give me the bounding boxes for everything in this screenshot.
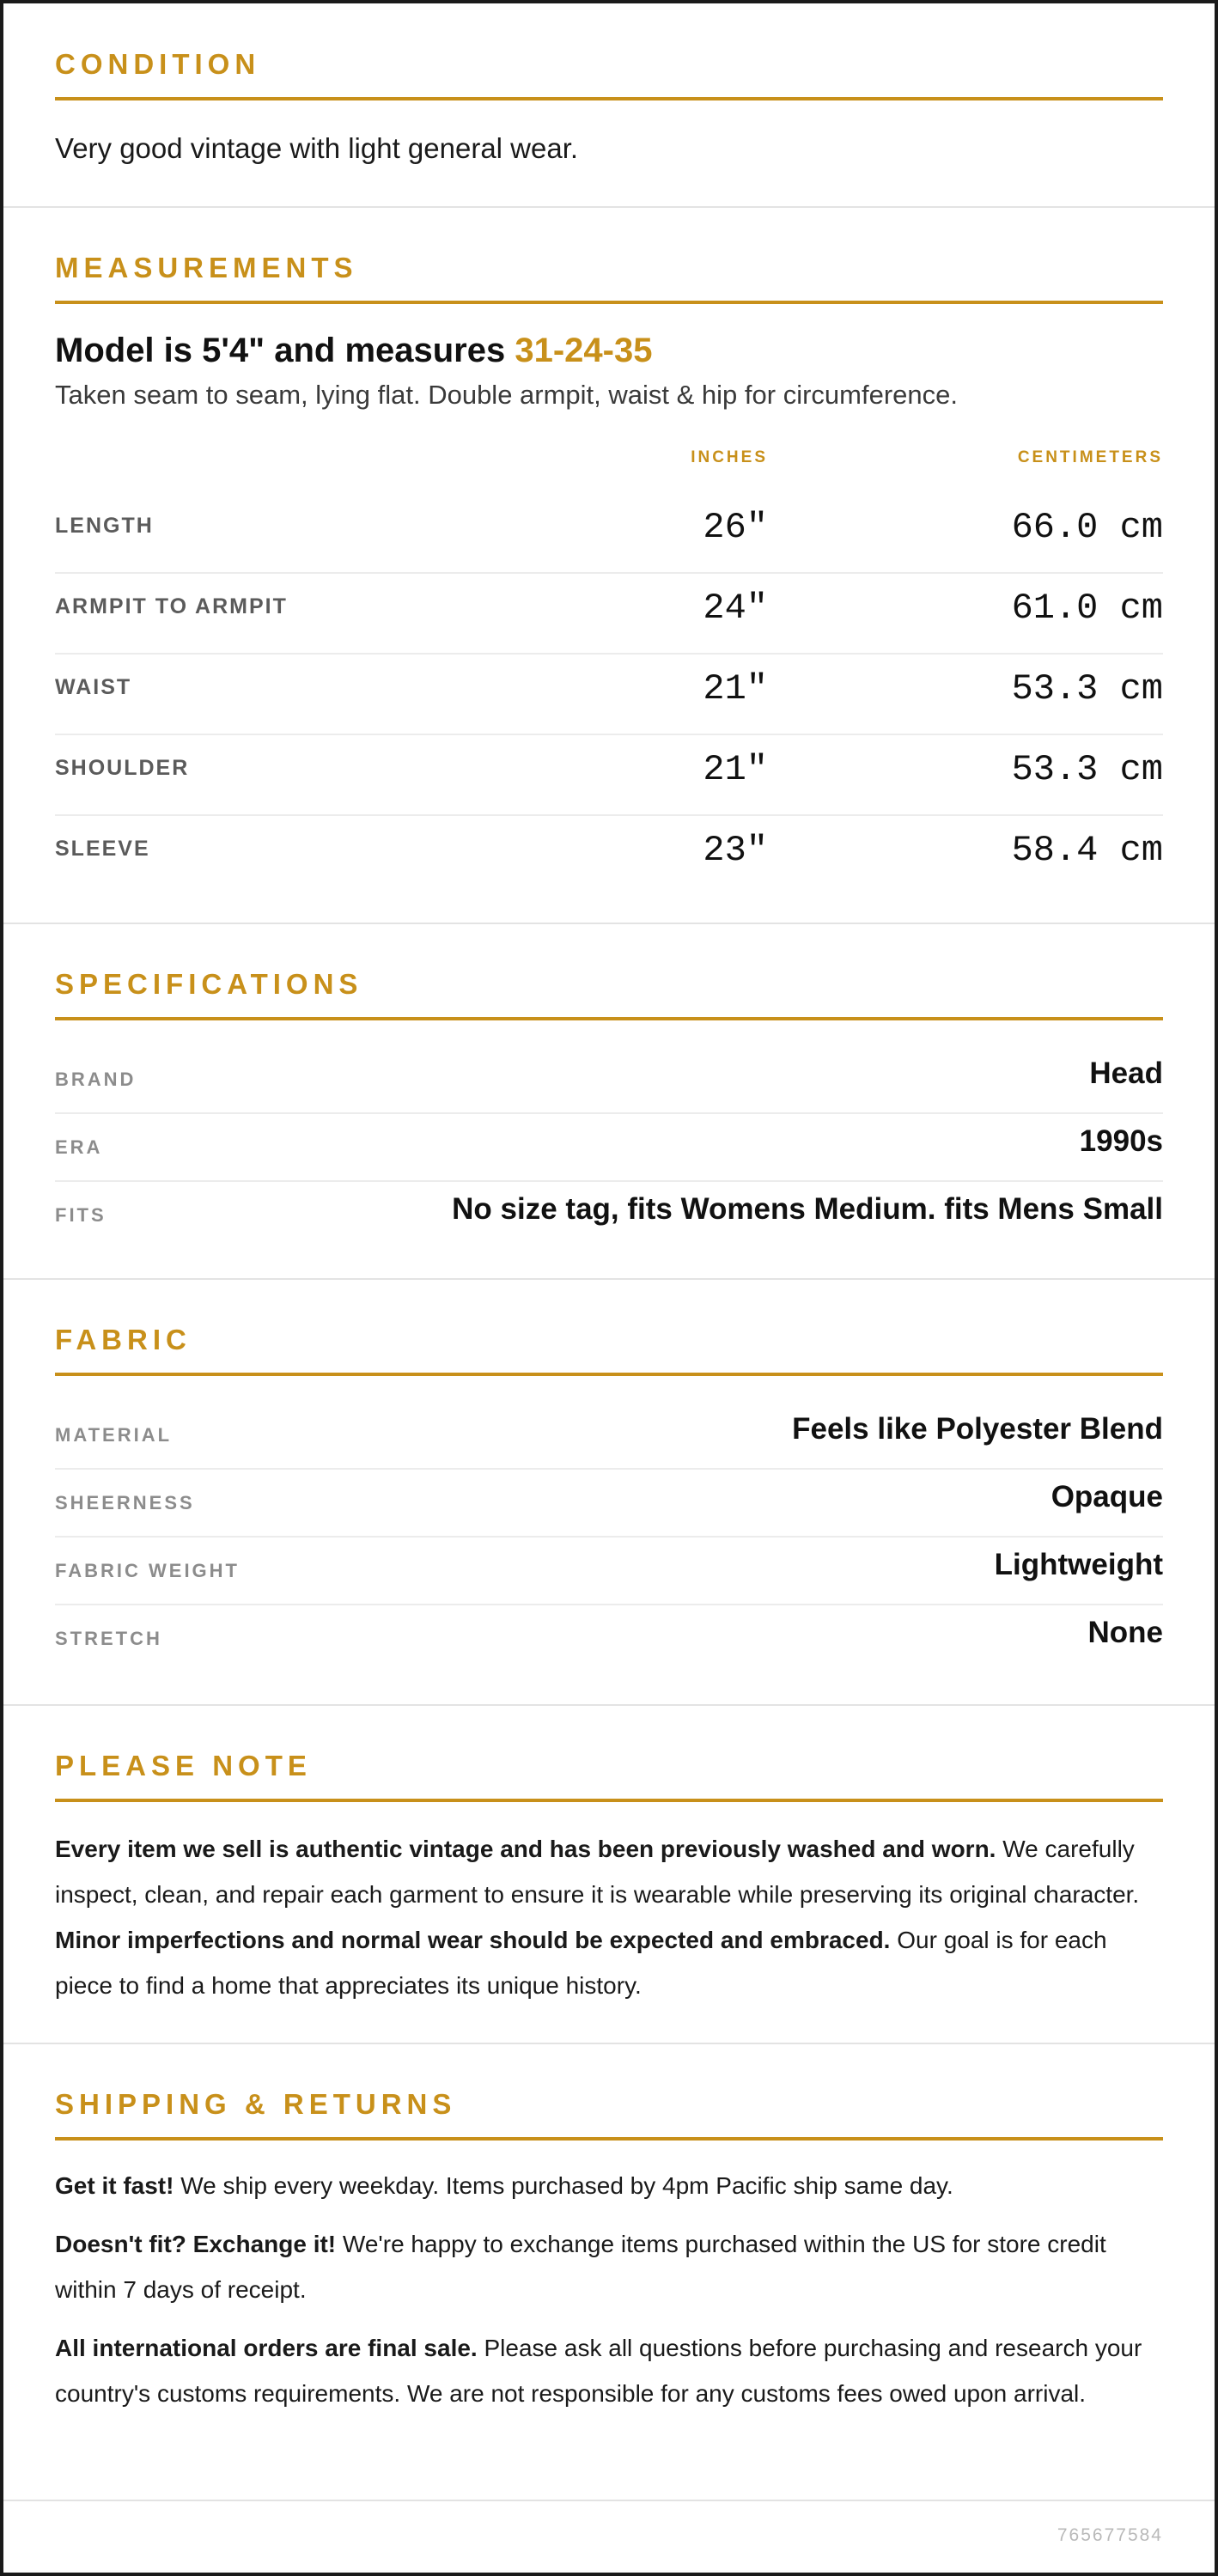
measurement-inches: 23" (703, 830, 768, 871)
shipping-bold-3: All international orders are final sale. (55, 2335, 478, 2361)
measurement-row (55, 653, 1163, 735)
measurement-inches: 26" (703, 507, 768, 548)
spec-label: BRAND (55, 1069, 137, 1090)
shipping-heading-text: SHIPPING & RETURNS (55, 2088, 457, 2120)
spec-row (55, 1044, 1163, 1114)
shipping-heading (55, 2087, 1163, 2141)
note-text-1: We carefully inspect, clean, and repair each garment to ensure it is wearable while preserving its original character. (55, 1836, 1140, 1908)
fabric-row (55, 1536, 1163, 1605)
fabric-label: MATERIAL (55, 1424, 173, 1446)
specifications-heading-text: SPECIFICATIONS (55, 968, 363, 1000)
measurement-note: Taken seam to seam, lying flat. Double armpit, waist & hip for circumference. (55, 380, 958, 410)
condition-heading-text: CONDITION (55, 48, 261, 80)
shipping-text-1: We ship every weekday. Items purchased by 4pm Pacific ship same day. (174, 2172, 953, 2199)
model-info (55, 332, 652, 370)
measurement-row (55, 814, 1163, 895)
condition-section (3, 0, 1215, 206)
measurements-heading (55, 251, 1163, 304)
spec-row (55, 1180, 1163, 1248)
measurement-cm: 53.3 cm (1011, 749, 1163, 790)
divider (3, 2500, 1215, 2501)
fabric-section (3, 1280, 1215, 1704)
note-bold-2: Minor imperfections and normal wear should be expected and embraced. (55, 1927, 891, 1953)
spec-value: No size tag, fits Womens Medium. fits Mens Small (452, 1192, 1163, 1226)
measurements-section (3, 208, 1215, 923)
shipping-text-2: We're happy to exchange items purchased within the US for store credit within 7 days of receipt. (55, 2231, 1106, 2303)
fabric-row (55, 1468, 1163, 1538)
measurement-inches: 24" (703, 588, 768, 629)
spec-label: ERA (55, 1136, 103, 1158)
spec-row (55, 1112, 1163, 1182)
measurement-cm: 58.4 cm (1011, 830, 1163, 871)
model-measures: 31-24-35 (515, 332, 653, 369)
fabric-row (55, 1400, 1163, 1470)
measurement-row (55, 734, 1163, 816)
note-text-2: Our goal is for each piece to find a home that appreciates its unique history. (55, 1927, 1107, 1999)
measurement-row (55, 572, 1163, 655)
col-inches: INCHES (691, 448, 768, 466)
measurements-heading-text: MEASUREMENTS (55, 252, 358, 283)
please-note-heading-text: PLEASE NOTE (55, 1750, 312, 1781)
condition-text: Very good vintage with light general wear. (55, 132, 579, 164)
shipping-paragraph-1 (55, 2163, 1163, 2208)
fabric-value: Lightweight (994, 1548, 1163, 1581)
please-note-heading (55, 1749, 1163, 1802)
measurement-inches: 21" (703, 668, 768, 709)
fabric-label: FABRIC WEIGHT (55, 1560, 240, 1581)
measurement-label: ARMPIT TO ARMPIT (55, 594, 288, 618)
fabric-label: STRETCH (55, 1628, 162, 1649)
specifications-section (3, 924, 1215, 1278)
please-note-text (55, 1826, 1163, 2008)
spec-label: FITS (55, 1204, 107, 1226)
shipping-section (3, 2044, 1215, 2500)
fabric-value: None (1087, 1616, 1163, 1649)
fabric-heading (55, 1323, 1163, 1376)
measurement-cm: 53.3 cm (1011, 668, 1163, 709)
measurement-inches: 21" (703, 749, 768, 790)
shipping-text-3: Please ask all questions before purchasing and research your country's customs requirements. We are not responsible for any customs fees owed upon arrival. (55, 2335, 1142, 2407)
shipping-bold-2: Doesn't fit? Exchange it! (55, 2231, 337, 2257)
note-bold-1: Every item we sell is authentic vintage and has been previously washed and worn. (55, 1836, 996, 1862)
measurement-row (55, 491, 1163, 574)
spec-value: 1990s (1079, 1124, 1163, 1158)
measurement-cm: 66.0 cm (1011, 507, 1163, 548)
fabric-value: Feels like Polyester Blend (792, 1412, 1163, 1446)
fabric-row (55, 1604, 1163, 1672)
model-prefix: Model is 5'4" and measures (55, 332, 515, 369)
please-note-section (3, 1706, 1215, 2043)
condition-heading (55, 47, 1163, 100)
shipping-paragraph-3 (55, 2325, 1163, 2416)
specifications-heading (55, 967, 1163, 1020)
measurement-label: SHOULDER (55, 756, 190, 780)
fabric-heading-text: FABRIC (55, 1324, 192, 1355)
shipping-paragraph-2 (55, 2221, 1163, 2312)
measurement-cm: 61.0 cm (1011, 588, 1163, 629)
sku-number: 765677584 (1057, 2525, 1163, 2545)
spec-value: Head (1089, 1057, 1163, 1090)
measurement-label: WAIST (55, 675, 132, 699)
fabric-label: SHEERNESS (55, 1492, 195, 1513)
measurement-label: SLEEVE (55, 837, 150, 861)
measurement-label: LENGTH (55, 514, 154, 538)
col-centimeters: CENTIMETERS (1017, 448, 1163, 466)
shipping-bold-1: Get it fast! (55, 2172, 174, 2199)
fabric-value: Opaque (1051, 1480, 1163, 1513)
